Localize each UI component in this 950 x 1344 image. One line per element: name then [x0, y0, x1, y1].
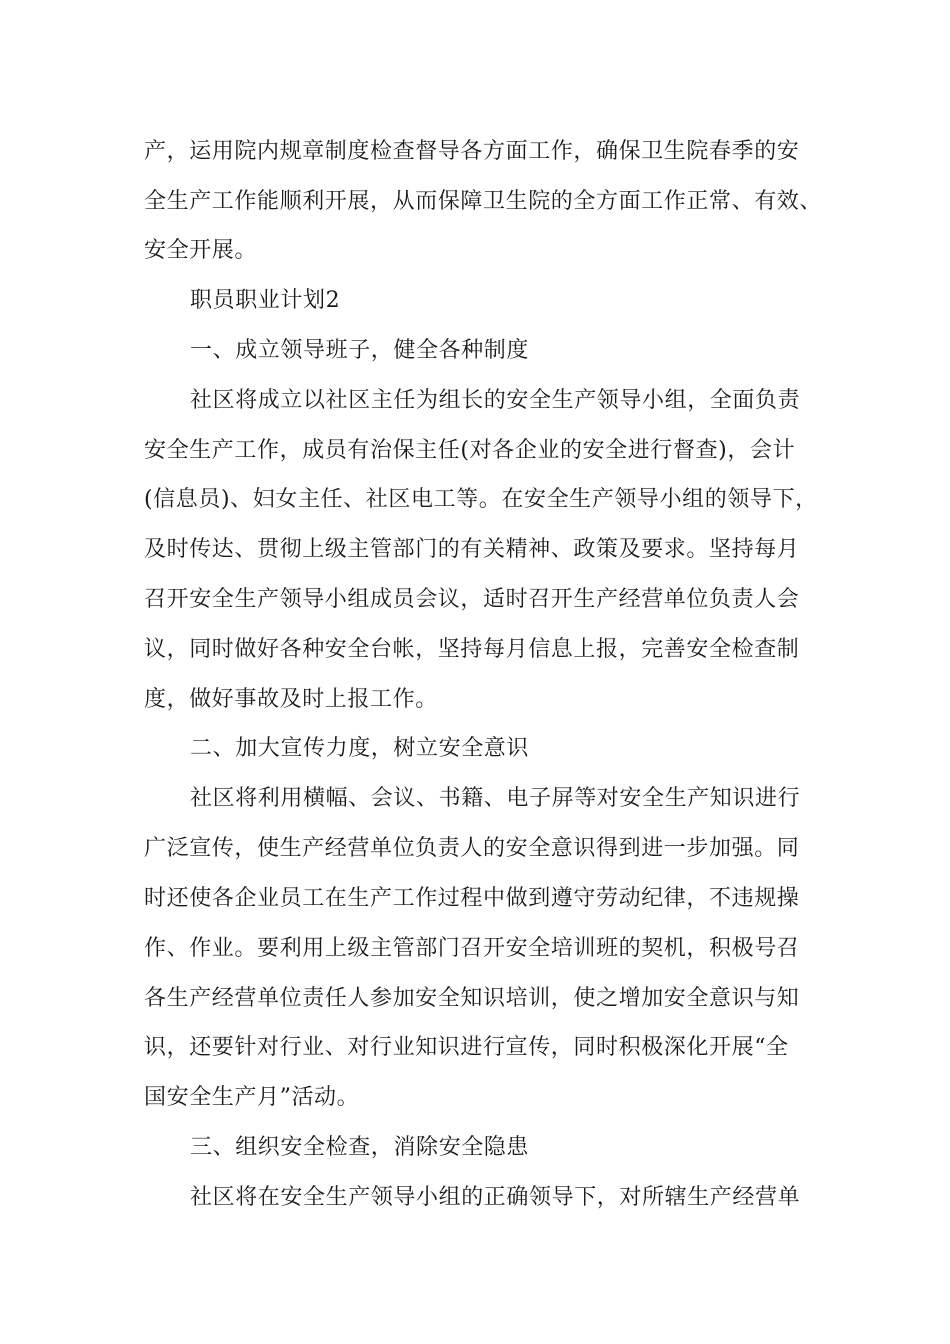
body-text-line: 安全生产工作，成员有治保主任(对各企业的安全进行督查)，会计: [144, 438, 796, 463]
heading-3: 三、组织安全检查，消除安全隐患: [190, 1135, 530, 1160]
body-text-line: 召开安全生产领导小组成员会议，适时召开生产经营单位负责人会: [144, 587, 800, 612]
body-text-line: 社区将成立以社区主任为组长的安全生产领导小组，全面负责: [190, 388, 801, 413]
body-text-line: 及时传达、贯彻上级主管部门的有关精神、政策及要求。坚持每月: [144, 537, 800, 562]
body-text-line: 社区将利用横幅、会议、书籍、电子屏等对安全生产知识进行: [190, 786, 801, 811]
body-text-line: 作、作业。要利用上级主管部门召开安全培训班的契机，积极号召: [144, 936, 800, 961]
section-title: 职员职业计划2: [190, 288, 341, 313]
body-text-line: 议，同时做好各种安全台帐，坚持每月信息上报，完善安全检查制: [144, 637, 800, 662]
heading-2: 二、加大宣传力度，树立安全意识: [190, 736, 530, 761]
body-text-line: 安全开展。: [144, 238, 258, 263]
body-text-line: 识，还要针对行业、对行业知识进行宣传，同时积极深化开展“全: [144, 1035, 789, 1060]
body-text-line: 全生产工作能顺利开展，从而保障卫生院的全方面工作正常、有效、: [144, 189, 823, 214]
body-text-line: 各生产经营单位责任人参加安全知识培训，使之增加安全意识与知: [144, 986, 800, 1011]
body-text-line: 产，运用院内规章制度检查督导各方面工作，确保卫生院春季的安: [144, 139, 800, 164]
body-text-line: 广泛宣传，使生产经营单位负责人的安全意识得到进一步加强。同: [144, 836, 800, 861]
body-text-line: 度，做好事故及时上报工作。: [144, 687, 438, 712]
body-text-line: 国安全生产月”活动。: [144, 1085, 360, 1110]
body-text-line: 时还使各企业员工在生产工作过程中做到遵守劳动纪律，不违规操: [144, 886, 800, 911]
body-text-line: (信息员)、妇女主任、社区电工等。在安全生产领导小组的领导下，: [144, 487, 818, 512]
body-text-line: 社区将在安全生产领导小组的正确领导下，对所辖生产经营单: [190, 1185, 801, 1210]
heading-1: 一、成立领导班子，健全各种制度: [190, 338, 530, 363]
